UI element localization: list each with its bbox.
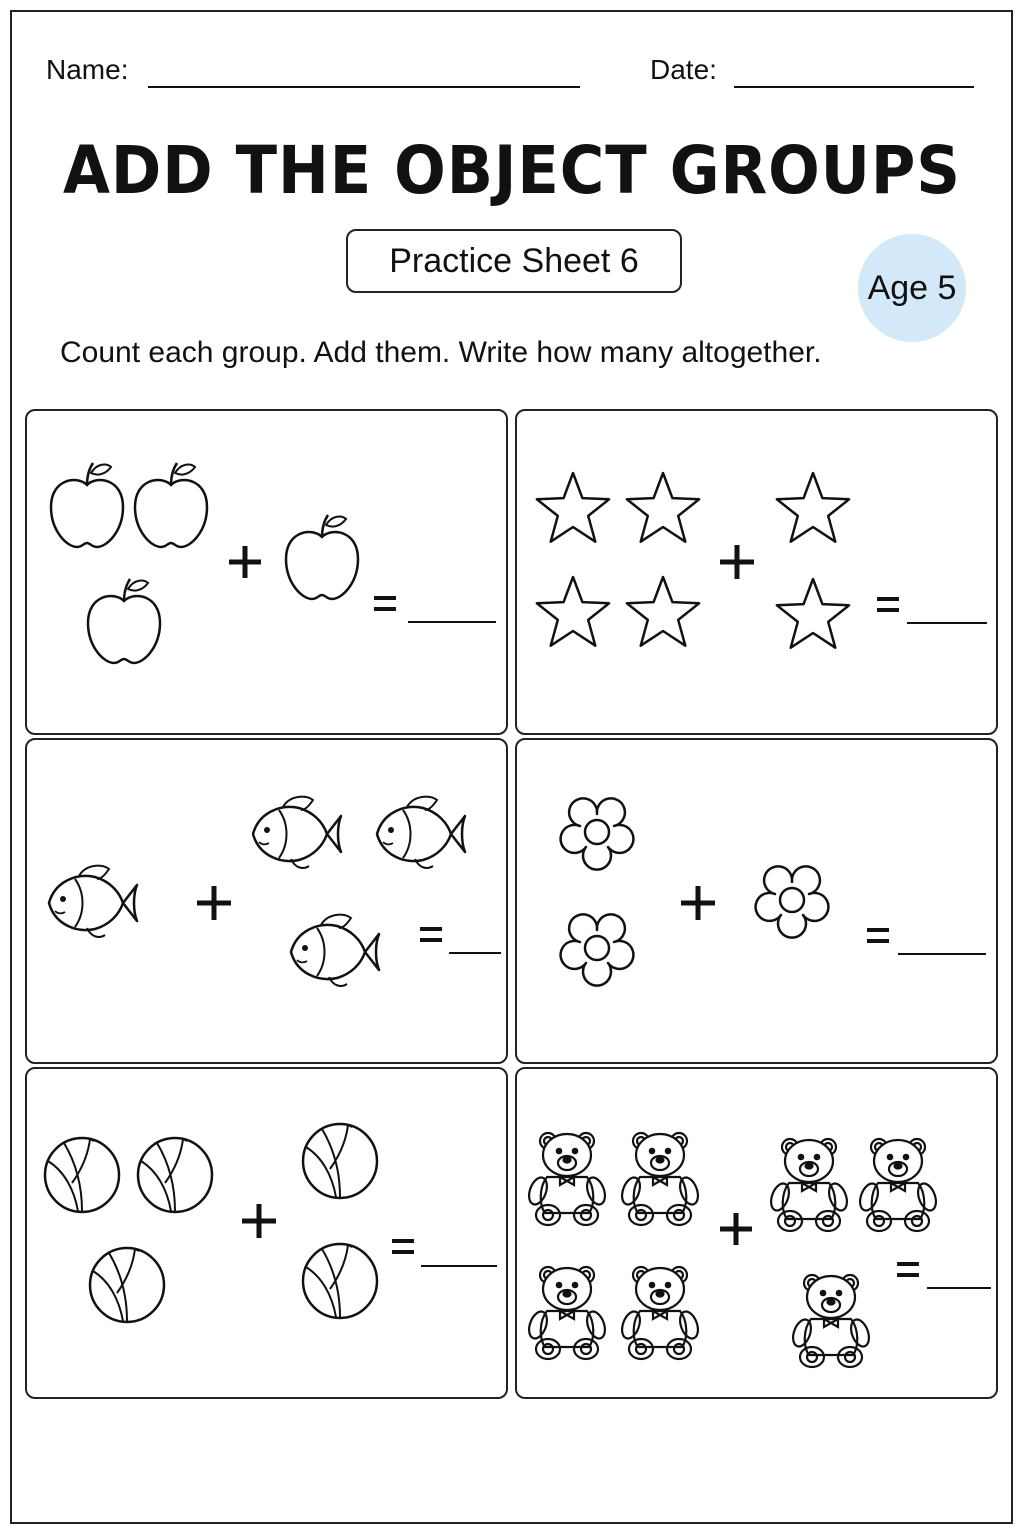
teddy-bear [526,1267,609,1359]
flower [561,914,634,985]
date-label: Date: [650,54,717,85]
teddy-bear [768,1139,851,1231]
answer-blank[interactable] [449,952,501,954]
instructions-text: Count each group. Add them. Write how many altogether. [60,336,822,369]
apple [135,463,207,547]
fish [253,797,341,868]
answer-blank[interactable] [408,621,496,623]
name-label: Name: [46,54,129,85]
plus-sign [197,886,231,920]
problem-stars [515,409,998,735]
age-badge: Age 5 [858,234,966,342]
problem-flowers [515,738,998,1064]
apple-icon [27,411,510,737]
plus-sign [242,1204,276,1238]
teddy-bear [526,1133,609,1225]
problem-balls [25,1067,508,1399]
problem-teddy-bears [515,1067,998,1399]
ball [45,1138,119,1212]
apple [286,515,358,599]
fish-icon [27,740,510,1066]
plus-sign [720,545,754,579]
plus-sign [720,1213,752,1245]
fish [291,915,379,986]
star [537,473,609,542]
star [777,473,849,542]
plus-sign [229,546,261,578]
star-icon [517,411,1000,737]
teddy-bear [619,1267,702,1359]
equals-sign [877,599,899,610]
teddy-bear [619,1133,702,1225]
problem-fish [25,738,508,1064]
answer-blank[interactable] [927,1287,991,1289]
ball-icon [27,1069,510,1401]
flower-icon [517,740,1000,1066]
teddy-bear [790,1275,873,1367]
star [537,577,609,646]
star [627,577,699,646]
flower [561,798,634,869]
teddy-bear [857,1139,940,1231]
equals-sign [897,1264,919,1275]
date-field[interactable] [734,86,974,88]
ball [138,1138,212,1212]
problem-apples [25,409,508,735]
teddy-bear-icon [517,1069,1000,1401]
apple [88,579,160,663]
equals-sign [392,1241,414,1252]
plus-sign [681,886,715,920]
star [777,579,849,648]
answer-blank[interactable] [898,953,986,955]
page-title: ADD THE OBJECT GROUPS [63,132,961,209]
apple-right-group [286,515,358,599]
equals-sign [374,598,396,609]
name-field[interactable] [148,86,580,88]
fish [49,866,137,937]
ball [303,1244,377,1318]
ball [303,1124,377,1198]
apple [51,463,123,547]
equals-sign [867,930,889,941]
fish [377,797,465,868]
answer-blank[interactable] [421,1265,497,1267]
equals-sign [420,929,442,940]
practice-sheet-label: Practice Sheet 6 [346,229,682,293]
star [627,473,699,542]
flower [756,866,829,937]
apple-left-group [51,463,207,663]
ball [90,1248,164,1322]
answer-blank[interactable] [907,622,987,624]
